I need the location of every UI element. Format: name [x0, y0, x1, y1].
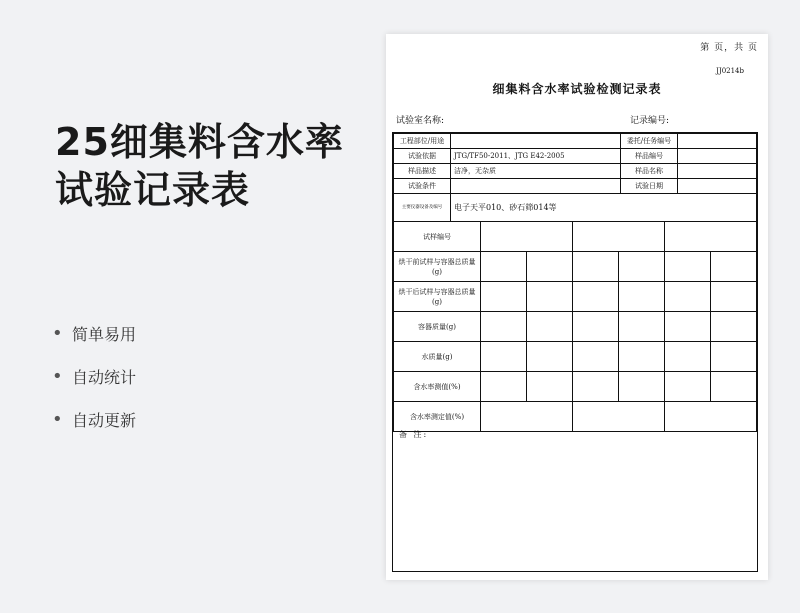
- data-cell: [527, 372, 573, 402]
- info-row: [394, 134, 757, 149]
- sample-name-label: 样品名称: [621, 164, 678, 179]
- data-cell: [573, 342, 619, 372]
- wet-mass-row: [394, 252, 757, 282]
- desc-label: 样品描述: [394, 164, 451, 179]
- basis-value: JTG/TF50-2011、JTG E42-2005: [451, 149, 621, 164]
- form-code: JJ0214b: [716, 67, 744, 75]
- data-cell: [573, 312, 619, 342]
- data-cell: [481, 252, 527, 282]
- cond-label: 试验条件: [394, 179, 451, 194]
- moisture-determined-row: [394, 402, 757, 432]
- page-info: 第 页，共 页: [700, 43, 758, 53]
- data-cell: [619, 372, 665, 402]
- sample-no-label: 样品编号: [621, 149, 678, 164]
- record-sheet: [386, 34, 768, 580]
- date-label: 试验日期: [621, 179, 678, 194]
- data-cell: [665, 282, 711, 312]
- bullet-icon: •: [52, 366, 63, 387]
- sample-no-value: [678, 149, 757, 164]
- data-cell: [665, 372, 711, 402]
- bullet-icon: •: [52, 323, 63, 344]
- data-cell: [711, 312, 757, 342]
- equip-label: 主要仪器设备及编号: [394, 194, 451, 222]
- data-cell: [711, 372, 757, 402]
- form-title: 细集料含水率试验检测记录表: [492, 82, 662, 96]
- feature-label: 自动更新: [72, 411, 137, 430]
- data-cell: [481, 222, 573, 252]
- project-label: 工程部位/用途: [394, 134, 451, 149]
- info-table: [393, 133, 757, 222]
- data-cell: [481, 312, 527, 342]
- sample-name-value: [678, 164, 757, 179]
- bullet-icon: •: [52, 409, 63, 430]
- data-cell: [711, 252, 757, 282]
- data-cell: [665, 252, 711, 282]
- data-cell: [573, 372, 619, 402]
- data-cell: [665, 402, 757, 432]
- data-cell: [573, 252, 619, 282]
- data-cell: [481, 342, 527, 372]
- data-cell: [527, 312, 573, 342]
- moisture-measured-label: 含水率测值(%): [394, 372, 481, 402]
- data-cell: [665, 222, 757, 252]
- lab-name-label: 试验室名称:: [396, 116, 445, 126]
- feature-label: 简单易用: [72, 325, 137, 344]
- data-cell: [527, 282, 573, 312]
- info-row: [394, 149, 757, 164]
- data-cell: [711, 342, 757, 372]
- form-box: [392, 132, 758, 572]
- data-cell: [619, 282, 665, 312]
- headline-line-2: 试验记录表: [55, 168, 251, 212]
- data-cell: [573, 282, 619, 312]
- feature-list: [52, 312, 136, 441]
- data-cell: [619, 252, 665, 282]
- container-label: 容器质量(g): [394, 312, 481, 342]
- container-row: [394, 312, 757, 342]
- feature-label: 自动统计: [72, 368, 137, 387]
- specimen-row: [394, 222, 757, 252]
- feature-item: [52, 398, 136, 441]
- headline-line-1: 25细集料含水率: [55, 120, 344, 164]
- data-cell: [573, 402, 665, 432]
- project-value: [451, 134, 621, 149]
- remarks-label: 备 注:: [399, 430, 429, 439]
- desc-value: 洁净，无杂质: [451, 164, 621, 179]
- data-table: [393, 221, 757, 432]
- equip-value: 电子天平010、砂石筛014等: [451, 194, 757, 222]
- commission-value: [678, 134, 757, 149]
- feature-item: [52, 312, 136, 355]
- dry-mass-row: [394, 282, 757, 312]
- data-cell: [481, 402, 573, 432]
- data-cell: [481, 372, 527, 402]
- data-cell: [573, 222, 665, 252]
- commission-label: 委托/任务编号: [621, 134, 678, 149]
- date-value: [678, 179, 757, 194]
- data-cell: [619, 342, 665, 372]
- water-label: 水质量(g): [394, 342, 481, 372]
- water-row: [394, 342, 757, 372]
- data-cell: [665, 312, 711, 342]
- moisture-measured-row: [394, 372, 757, 402]
- specimen-label: 试样编号: [394, 222, 481, 252]
- data-cell: [527, 342, 573, 372]
- cond-value: [451, 179, 621, 194]
- data-cell: [711, 282, 757, 312]
- info-row: [394, 194, 757, 222]
- moisture-determined-label: 含水率测定值(%): [394, 402, 481, 432]
- headline: [55, 118, 344, 214]
- wet-mass-label: 烘干前试样与容器总质量(g): [394, 252, 481, 282]
- info-row: [394, 164, 757, 179]
- data-cell: [665, 342, 711, 372]
- basis-label: 试验依据: [394, 149, 451, 164]
- data-cell: [527, 252, 573, 282]
- info-row: [394, 179, 757, 194]
- data-cell: [481, 282, 527, 312]
- dry-mass-label: 烘干后试样与容器总质量(g): [394, 282, 481, 312]
- feature-item: [52, 355, 136, 398]
- record-no-label: 记录编号:: [630, 116, 670, 126]
- data-cell: [619, 312, 665, 342]
